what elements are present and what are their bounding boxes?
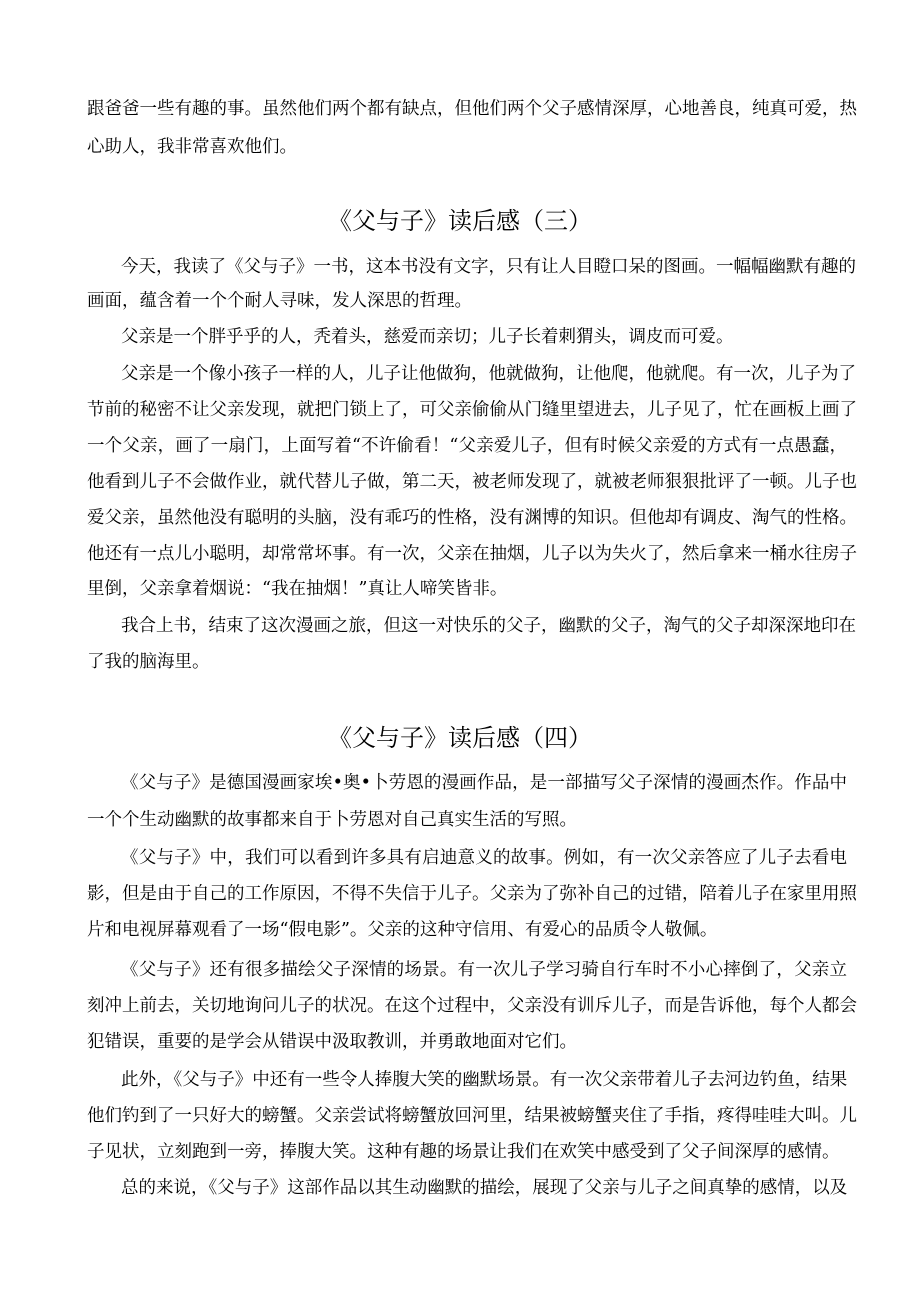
section-title: 《父与子》读后感（三） <box>328 207 592 235</box>
body-line: 跟爸爸一些有趣的事。虽然他们两个都有缺点，但他们两个父子感情深厚，心地善良，纯真可爱，热 <box>87 99 857 119</box>
paragraph-line: 爱父亲，虽然他没有聪明的头脑，没有乖巧的性格，没有渊博的知识。但他却有调皮、淘气的性格。 <box>87 508 857 528</box>
paragraph-line: 了我的脑海里。 <box>87 652 210 672</box>
section-title: 《父与子》读后感（四） <box>328 724 592 752</box>
paragraph-line: 父亲是一个胖乎乎的人，秃着头，慈爱而亲切；儿子长着刺猬头，调皮而可爱。 <box>121 327 734 347</box>
paragraph-line: 子见状，立刻跑到一旁，捧腹大笑。这种有趣的场景让我们在欢笑中感受到了父子间深厚的感情。 <box>87 1142 840 1162</box>
paragraph-line: 一个父亲，画了一扇门，上面写着“不许偷看！“父亲爱儿子，但有时候父亲爱的方式有一点愚蠢， <box>87 436 847 456</box>
paragraph-line: 里倒，父亲拿着烟说：“我在抽烟！”真让人啼笑皆非。 <box>87 579 508 599</box>
paragraph-line: 我合上书，结束了这次漫画之旅，但这一对快乐的父子，幽默的父子，淘气的父子却深深地印在 <box>121 616 856 636</box>
paragraph-line: 影，但是由于自己的工作原因，不得不失信于儿子。父亲为了弥补自己的过错，陪着儿子在家里用照 <box>87 884 857 904</box>
paragraph-line: 他们钓到了一只好大的螃蟹。父亲尝试将螃蟹放回河里，结果被螃蟹夹住了手指，疼得哇哇大叫。儿 <box>87 1106 857 1126</box>
paragraph-line: 此外，《父与子》中还有一些令人捧腹大笑的幽默场景。有一次父亲带着儿子去河边钓鱼，结果 <box>121 1070 848 1090</box>
paragraph-line: 犯错误，重要的是学会从错误中汲取教训，并勇敢地面对它们。 <box>87 1032 577 1052</box>
paragraph-line: 今天，我读了《父与子》一书，这本书没有文字，只有让人目瞪口呆的图画。一幅幅幽默有趣的 <box>121 257 856 277</box>
paragraph-line: 总的来说，《父与子》这部作品以其生动幽默的描绘，展现了父亲与儿子之间真挚的感情，以及 <box>121 1178 848 1198</box>
paragraph-line: 片和电视屏幕观看了一场“假电影”。父亲的这种守信用、有爱心的品质令人敬佩。 <box>87 920 718 940</box>
paragraph-line: 父亲是一个像小孩子一样的人，儿子让他做狗，他就做狗，让他爬，他就爬。有一次，儿子为了 <box>121 364 856 384</box>
paragraph-line: 一个个生动幽默的故事都来自于卜劳恩对自己真实生活的写照。 <box>87 810 577 830</box>
paragraph-line: 节前的秘密不让父亲发现，就把门锁上了，可父亲偷偷从门缝里望进去，儿子见了，忙在画板上画了 <box>87 400 857 420</box>
body-line: 心助人，我非常喜欢他们。 <box>87 137 297 157</box>
paragraph-line: 他还有一点儿小聪明，却常常坏事。有一次，父亲在抽烟，儿子以为失火了，然后拿来一桶水往房子 <box>87 544 857 564</box>
paragraph-line: 《父与子》是德国漫画家埃•奥•卜劳恩的漫画作品，是一部描写父子深情的漫画杰作。作品中 <box>121 773 847 793</box>
paragraph-line: 《父与子》中，我们可以看到许多具有启迪意义的故事。例如，有一次父亲答应了儿子去看电 <box>121 848 847 868</box>
paragraph-line: 《父与子》还有很多描绘父子深情的场景。有一次儿子学习骑自行车时不小心摔倒了，父亲立 <box>121 960 847 980</box>
paragraph-line: 刻冲上前去，关切地询问儿子的状况。在这个过程中，父亲没有训斥儿子，而是告诉他，每个人都会 <box>87 996 857 1016</box>
paragraph-line: 他看到儿子不会做作业，就代替儿子做，第二天，被老师发现了，就被老师狠狠批评了一顿。儿子也 <box>87 472 857 492</box>
paragraph-line: 画面，蕴含着一个个耐人寻味，发人深思的哲理。 <box>87 291 472 311</box>
